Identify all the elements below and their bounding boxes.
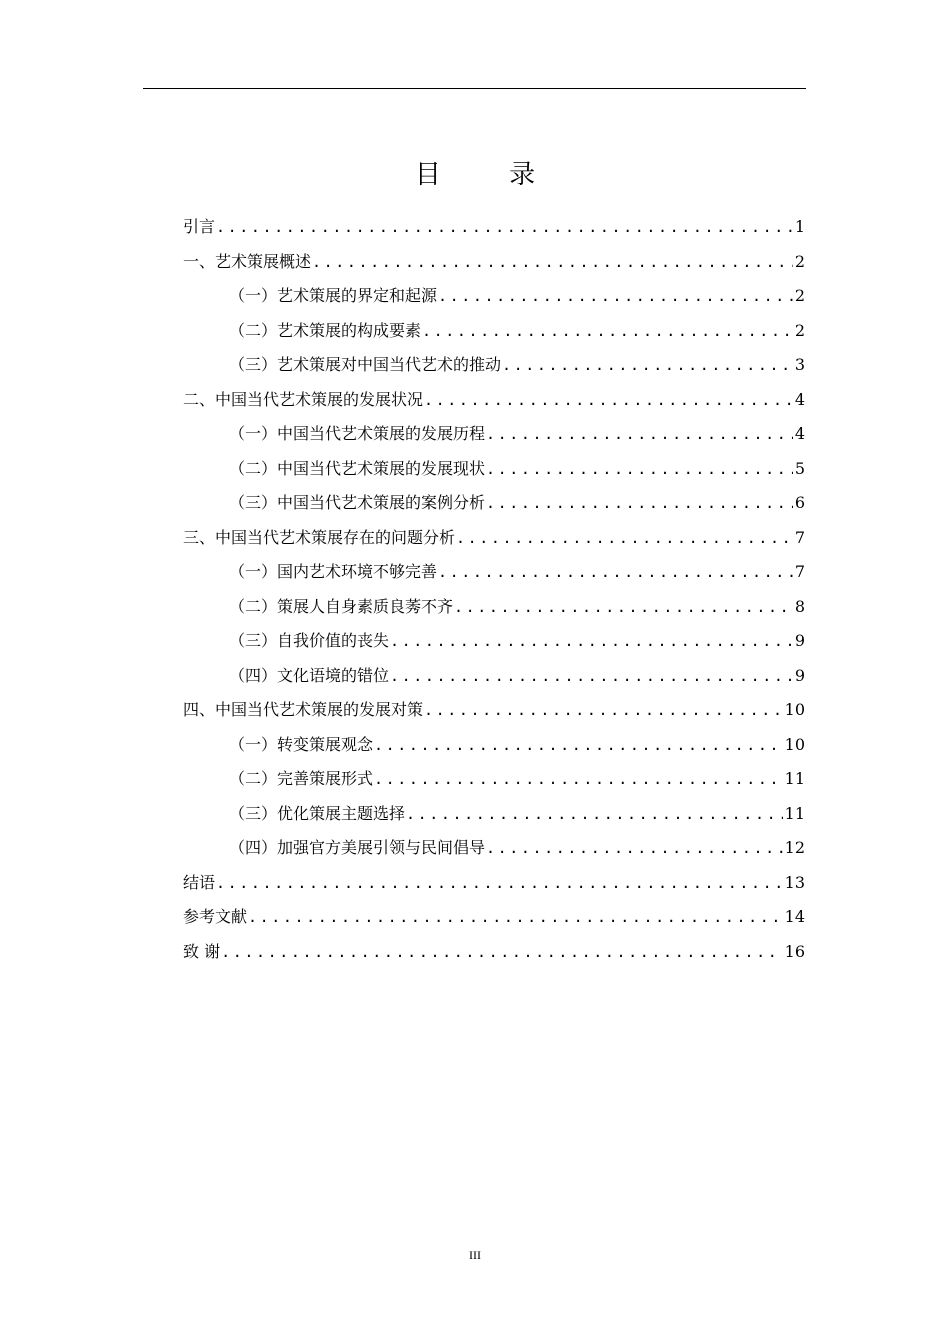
header-rule bbox=[143, 88, 806, 89]
toc-entry-page: 9 bbox=[794, 665, 805, 685]
toc-entry-page: 4 bbox=[794, 389, 805, 409]
toc-entry-page: 9 bbox=[794, 631, 805, 650]
toc-entry[interactable] bbox=[183, 797, 805, 832]
toc-dot-leader bbox=[438, 555, 793, 590]
toc-entry[interactable] bbox=[183, 383, 805, 418]
toc-entry-page: 13 bbox=[784, 872, 805, 892]
toc-entry-label: （三）艺术策展对中国当代艺术的推动 bbox=[229, 355, 502, 374]
toc-entry-label: 四、中国当代艺术策展的发展对策 bbox=[183, 700, 424, 719]
toc-entry[interactable] bbox=[183, 348, 805, 383]
toc-entry-label: 参考文献 bbox=[183, 907, 248, 926]
toc-dot-leader bbox=[424, 693, 783, 728]
toc-dot-leader bbox=[390, 624, 793, 659]
toc-dot-leader bbox=[374, 728, 783, 763]
toc-dot-leader bbox=[221, 935, 783, 970]
toc-dot-leader bbox=[248, 900, 783, 935]
toc-entry-page: 1 bbox=[794, 217, 805, 236]
toc-entry[interactable] bbox=[183, 245, 805, 280]
toc-entry-page: 8 bbox=[794, 596, 805, 616]
toc-dot-leader bbox=[390, 659, 793, 694]
toc-entry-page: 10 bbox=[784, 700, 805, 719]
toc-dot-leader bbox=[454, 590, 793, 625]
toc-entry[interactable] bbox=[183, 521, 805, 556]
toc-dot-leader bbox=[486, 417, 793, 452]
toc-entry-label: （四）加强官方美展引领与民间倡导 bbox=[229, 838, 486, 857]
toc-dot-leader bbox=[486, 452, 793, 487]
toc-entry-page: 12 bbox=[784, 838, 805, 857]
toc-entry[interactable] bbox=[183, 866, 805, 901]
toc-entry-label: （一）艺术策展的界定和起源 bbox=[229, 286, 438, 305]
toc-entry[interactable] bbox=[183, 555, 805, 590]
toc-entry-label: （一）转变策展观念 bbox=[229, 734, 374, 754]
toc-entry-label: （二）完善策展形式 bbox=[229, 769, 374, 788]
toc-dot-leader bbox=[216, 210, 793, 245]
toc-dot-leader bbox=[312, 245, 793, 280]
toc-entry-page: 6 bbox=[794, 493, 805, 512]
toc-entry[interactable] bbox=[183, 831, 805, 866]
toc-dot-leader bbox=[424, 383, 793, 418]
toc-entry[interactable] bbox=[183, 659, 805, 694]
toc-entry[interactable] bbox=[183, 728, 805, 763]
toc-entry[interactable] bbox=[183, 762, 805, 797]
toc-dot-leader bbox=[406, 797, 783, 832]
toc-entry-label: 引言 bbox=[183, 217, 216, 236]
footer-page-number: III bbox=[469, 1248, 481, 1262]
toc-entry[interactable] bbox=[183, 314, 805, 349]
toc-entry-label: （三）优化策展主题选择 bbox=[229, 803, 406, 823]
toc-entry-page: 5 bbox=[794, 458, 805, 478]
toc-entry-page: 10 bbox=[784, 734, 805, 754]
toc-entry-label: 一、艺术策展概述 bbox=[183, 251, 312, 271]
page-title: 目 录 bbox=[414, 160, 566, 190]
toc-entry-label: （一）中国当代艺术策展的发展历程 bbox=[229, 424, 486, 443]
toc-entry-label: 致 谢 bbox=[183, 941, 221, 961]
toc-entry[interactable] bbox=[183, 900, 805, 935]
toc-dot-leader bbox=[456, 521, 793, 556]
toc-dot-leader bbox=[502, 348, 793, 383]
toc-dot-leader bbox=[374, 762, 783, 797]
toc-entry-label: 三、中国当代艺术策展存在的问题分析 bbox=[183, 527, 456, 547]
toc-entry-page: 3 bbox=[794, 355, 805, 374]
toc-entry-label: （三）自我价值的丧失 bbox=[229, 631, 390, 650]
toc-entry-page: 11 bbox=[784, 803, 805, 823]
toc-entry[interactable] bbox=[183, 210, 805, 245]
toc-dot-leader bbox=[486, 486, 793, 521]
toc-dot-leader bbox=[422, 314, 793, 349]
toc-entry-label: （二）艺术策展的构成要素 bbox=[229, 320, 422, 340]
table-of-contents bbox=[183, 210, 805, 969]
toc-dot-leader bbox=[216, 866, 783, 901]
toc-entry[interactable] bbox=[183, 452, 805, 487]
toc-entry-page: 14 bbox=[784, 907, 805, 926]
toc-entry[interactable] bbox=[183, 417, 805, 452]
toc-entry-page: 7 bbox=[794, 527, 805, 547]
toc-entry[interactable] bbox=[183, 624, 805, 659]
toc-entry-label: （一）国内艺术环境不够完善 bbox=[229, 562, 438, 581]
toc-entry-page: 16 bbox=[784, 941, 805, 961]
toc-entry[interactable] bbox=[183, 935, 805, 970]
toc-dot-leader bbox=[438, 279, 793, 314]
toc-entry-page: 7 bbox=[794, 562, 805, 581]
toc-entry-label: 二、中国当代艺术策展的发展状况 bbox=[183, 389, 424, 409]
toc-entry-page: 2 bbox=[794, 286, 805, 305]
toc-entry[interactable] bbox=[183, 486, 805, 521]
toc-entry-label: （四）文化语境的错位 bbox=[229, 665, 390, 685]
toc-entry-label: （二）中国当代艺术策展的发展现状 bbox=[229, 458, 486, 478]
toc-entry[interactable] bbox=[183, 279, 805, 314]
toc-entry-label: （三）中国当代艺术策展的案例分析 bbox=[229, 493, 486, 512]
toc-dot-leader bbox=[486, 831, 783, 866]
toc-entry-page: 11 bbox=[784, 769, 805, 788]
toc-entry[interactable] bbox=[183, 590, 805, 625]
toc-entry-page: 2 bbox=[794, 320, 805, 340]
toc-entry-label: 结语 bbox=[183, 872, 216, 892]
toc-entry-label: （二）策展人自身素质良莠不齐 bbox=[229, 596, 454, 616]
toc-entry[interactable] bbox=[183, 693, 805, 728]
toc-entry-page: 2 bbox=[794, 251, 805, 271]
toc-entry-page: 4 bbox=[794, 424, 805, 443]
